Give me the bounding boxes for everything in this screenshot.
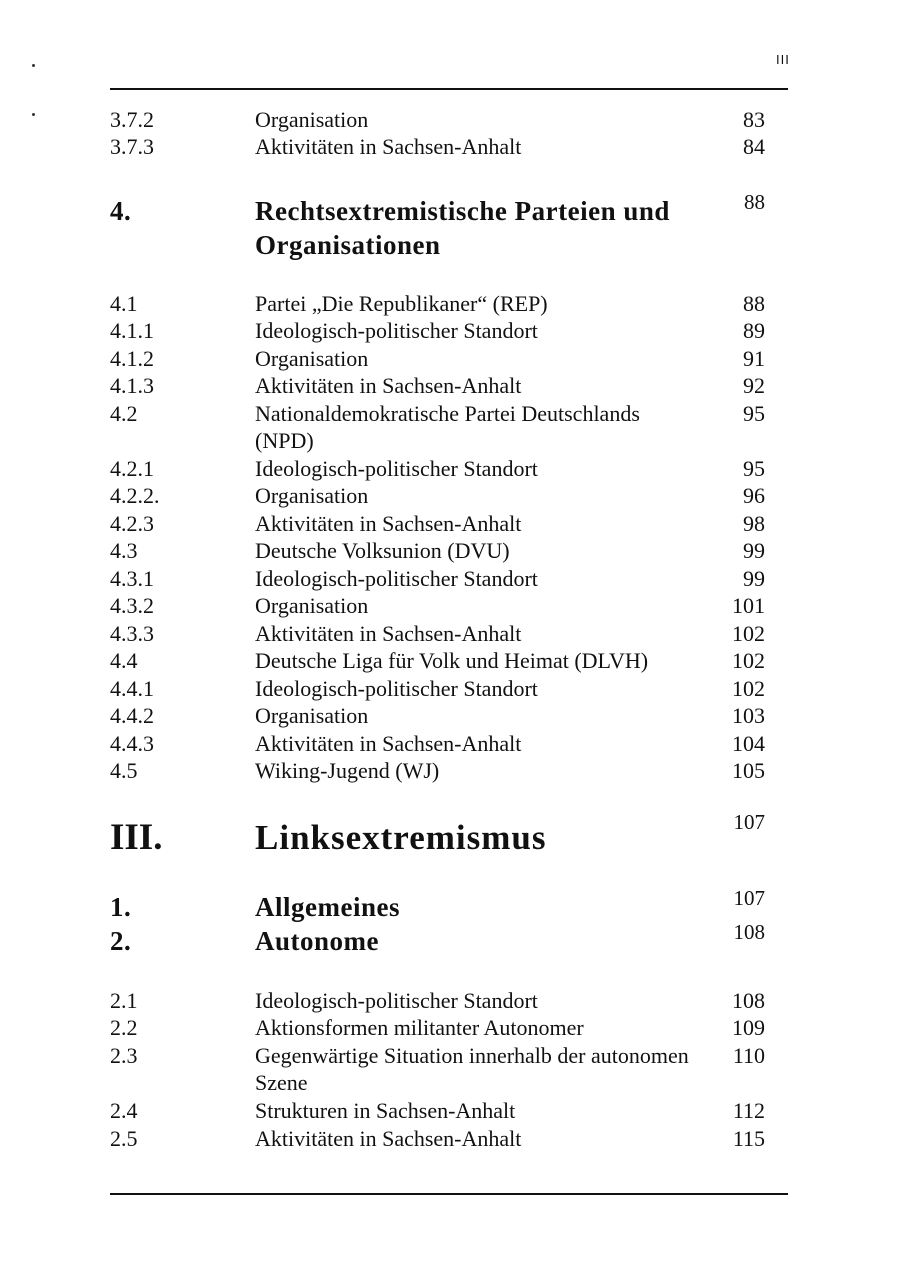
entry-title: Organisation xyxy=(255,483,369,508)
entry-title: Aktivitäten in Sachsen-Anhalt xyxy=(255,134,522,159)
entry-number: 4.1 xyxy=(110,291,138,316)
entry-page: 112 xyxy=(732,1098,765,1123)
entry-page: 104 xyxy=(732,731,765,756)
entry-number: III. xyxy=(110,817,163,858)
entry-title: Ideologisch-politischer Standort xyxy=(255,318,538,343)
entry-title: Autonome xyxy=(255,926,379,956)
entry-page: 110 xyxy=(732,1043,765,1068)
entry-number: 4.4.2 xyxy=(110,703,154,728)
entry-number: 4.4.1 xyxy=(110,676,154,701)
entry-title: Aktivitäten in Sachsen-Anhalt xyxy=(255,373,522,398)
entry-title: Aktivitäten in Sachsen-Anhalt xyxy=(255,1126,522,1151)
entry-number: 4.2.3 xyxy=(110,511,154,536)
entry-page: 88 xyxy=(744,190,765,214)
scan-speck xyxy=(32,64,35,67)
entry-number: 4.2.1 xyxy=(110,456,154,481)
entry-title: Wiking-Jugend (WJ) xyxy=(255,758,440,783)
entry-number: 4.3.3 xyxy=(110,621,154,646)
entry-title: Organisation xyxy=(255,107,369,132)
entry-title: Rechtsextremistische Parteien und Organisationen xyxy=(255,196,670,260)
entry-page: 103 xyxy=(732,703,765,728)
entry-title: Ideologisch-politischer Standort xyxy=(255,566,538,591)
entry-page: 115 xyxy=(732,1126,765,1151)
entry-title: Deutsche Volksunion (DVU) xyxy=(255,538,510,563)
entry-title: Partei „Die Republikaner“ (REP) xyxy=(255,291,548,316)
entry-title: Aktivitäten in Sachsen-Anhalt xyxy=(255,511,522,536)
entry-title: Aktionsformen militanter Autonomer xyxy=(255,1015,584,1040)
entry-title: Ideologisch-politischer Standort xyxy=(255,456,538,481)
entry-page: 99 xyxy=(743,538,765,563)
entry-title: Allgemeines xyxy=(255,892,400,922)
entry-page: 95 xyxy=(743,401,765,426)
entry-page: 107 xyxy=(733,810,765,834)
entry-page: 84 xyxy=(743,134,765,159)
entry-page: 89 xyxy=(743,318,765,343)
entry-page: 107 xyxy=(733,886,765,910)
entry-number: 4.2 xyxy=(110,401,138,426)
entry-number: 4.2.2. xyxy=(110,483,160,508)
entry-number: 4.4 xyxy=(110,648,138,673)
entry-number: 4.1.3 xyxy=(110,373,154,398)
entry-number: 3.7.2 xyxy=(110,107,154,132)
entry-number: 2.2 xyxy=(110,1015,138,1040)
entry-title: Organisation xyxy=(255,593,369,618)
entry-page: 109 xyxy=(732,1015,765,1040)
entry-title: Ideologisch-politischer Standort xyxy=(255,988,538,1013)
entry-number: 2. xyxy=(110,926,132,956)
entry-page: 95 xyxy=(743,456,765,481)
entry-number: 4.4.3 xyxy=(110,731,154,756)
entry-title: Aktivitäten in Sachsen-Anhalt xyxy=(255,621,522,646)
entry-number: 4.3 xyxy=(110,538,138,563)
entry-title: Organisation xyxy=(255,703,369,728)
entry-number: 4.1.2 xyxy=(110,346,154,371)
entry-title: Linksextremismus xyxy=(255,818,547,857)
entry-title: Deutsche Liga für Volk und Heimat (DLVH) xyxy=(255,648,649,673)
entry-number: 4.5 xyxy=(110,758,138,783)
entry-page: 83 xyxy=(743,107,765,132)
entry-number: 1. xyxy=(110,892,132,922)
entry-page: 108 xyxy=(732,988,765,1013)
entry-page: 98 xyxy=(743,511,765,536)
entry-number: 2.1 xyxy=(110,988,138,1013)
entry-page: 91 xyxy=(743,346,765,371)
entry-title: Ideologisch-politischer Standort xyxy=(255,676,538,701)
entry-number: 3.7.3 xyxy=(110,134,154,159)
entry-title: Strukturen in Sachsen-Anhalt xyxy=(255,1098,516,1123)
entry-title: Nationaldemokratische Partei Deutschlands (NPD) xyxy=(255,401,640,453)
entry-number: 2.3 xyxy=(110,1043,138,1068)
entry-number: 4.3.1 xyxy=(110,566,154,591)
bottom-rule xyxy=(110,1193,788,1195)
page-number: III xyxy=(776,52,790,67)
entry-title: Organisation xyxy=(255,346,369,371)
entry-page: 105 xyxy=(732,758,765,783)
entry-number: 4.1.1 xyxy=(110,318,154,343)
entry-number: 2.4 xyxy=(110,1098,138,1123)
entry-page: 88 xyxy=(743,291,765,316)
entry-page: 101 xyxy=(732,593,765,618)
entry-title: Aktivitäten in Sachsen-Anhalt xyxy=(255,731,522,756)
entry-page: 96 xyxy=(743,483,765,508)
entry-page: 92 xyxy=(743,373,765,398)
top-rule xyxy=(110,88,788,90)
entry-number: 4. xyxy=(110,196,132,226)
entry-number: 2.5 xyxy=(110,1126,138,1151)
entry-page: 102 xyxy=(732,676,765,701)
entry-page: 102 xyxy=(732,648,765,673)
scan-speck xyxy=(32,113,35,116)
entry-title: Gegenwärtige Situation innerhalb der autonomen Szene xyxy=(255,1043,689,1095)
entry-page: 102 xyxy=(732,621,765,646)
entry-page: 108 xyxy=(733,920,765,944)
entry-number: 4.3.2 xyxy=(110,593,154,618)
entry-page: 99 xyxy=(743,566,765,591)
